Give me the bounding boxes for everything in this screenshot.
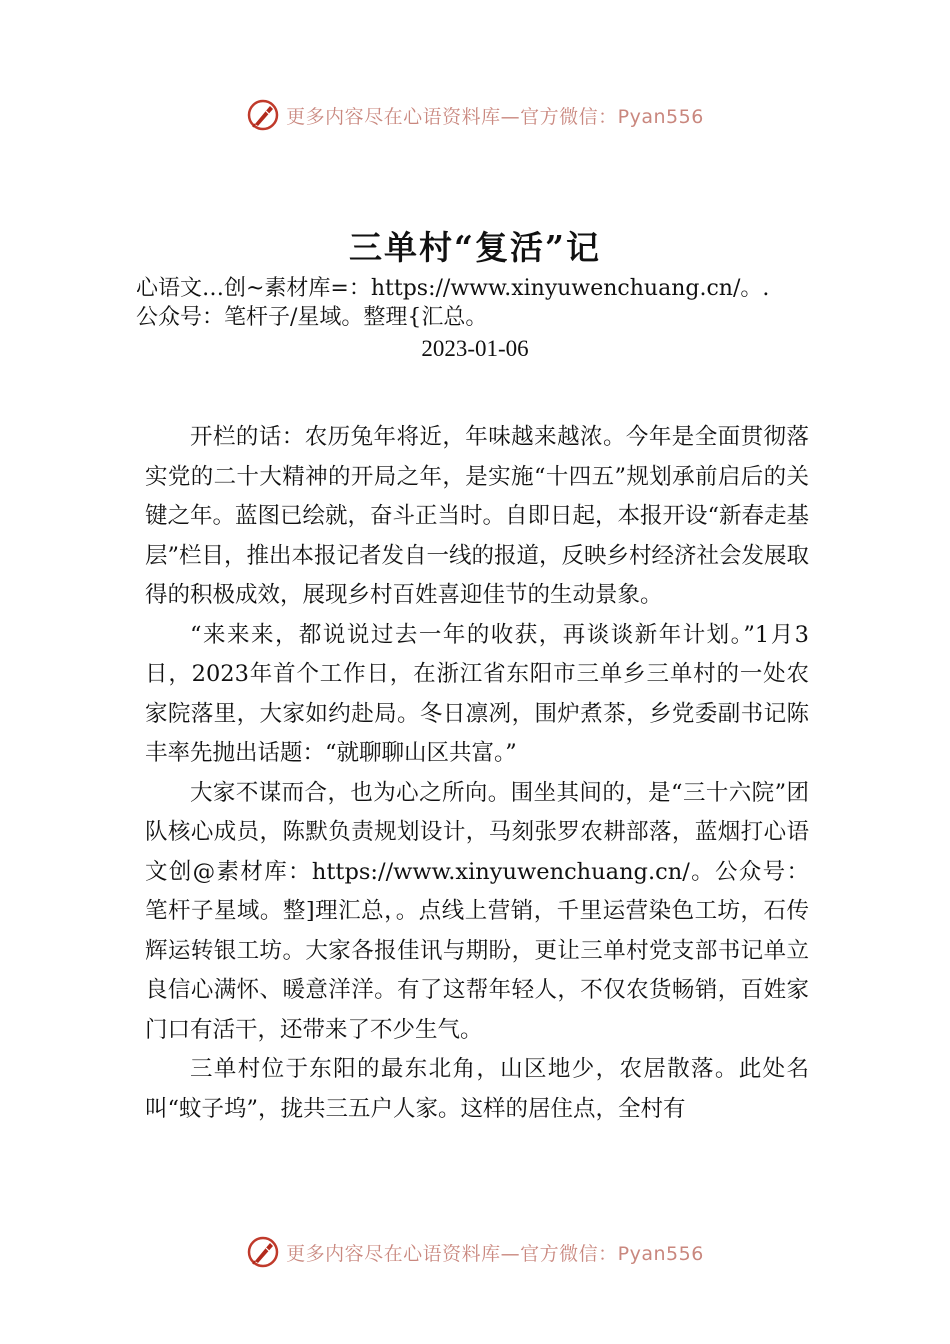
paragraph-2: “来来来，都说说过去一年的收获，再谈谈新年计划。”1月3日，2023年首个工作日，在浙江省东阳市三单乡三单村的一处农家院落里，大家如约赴局。冬日凛冽，围炉煮茶，乡党委副书记陈丰率先抛出话题：“就聊聊山区共富。” <box>145 621 809 766</box>
publish-date: 2023-01-06 <box>421 336 529 361</box>
paragraph-4: 三单村位于东阳的最东北角，山区地少，农居散落。此处名叫“蚊子坞”，拢共三五户人家。这样的居住点，全村有 <box>145 1056 809 1122</box>
banner-text: 更多内容尽在心语资料库—官方微信：Pyan556 <box>286 1242 704 1265</box>
banner-text: 更多内容尽在心语资料库—官方微信：Pyan556 <box>286 105 704 128</box>
feather-pen-icon <box>246 1235 280 1269</box>
footer-watermark-banner <box>0 1232 950 1272</box>
source-line-1: 心语文…创~素材库=：https://www.xinyuwenchuang.cn/。. <box>136 276 770 301</box>
paragraph-3: 大家不谋而合，也为心之所向。围坐其间的，是“三十六院”团队核心成员，陈默负责规划设计，马刻张罗农耕部落，蓝烟打心语文创@素材库：https://www.xinyuwenchuang.cn/。公众号：笔杆子星域。整]理汇总，。点线上营销，千里运营染色工坊，石传辉运转银工坊。大家各报佳讯与期盼，更让三单村党支部书记单立良信心满怀、暖意洋洋。有了这帮年轻人，不仅农货畅销，百姓家门口有活干，还带来了不少生气。 <box>145 779 809 1043</box>
feather-pen-icon <box>246 98 280 132</box>
source-line-2: 公众号：笔杆子/星域。整理{汇总。 <box>136 305 488 330</box>
article-body <box>145 418 809 1129</box>
header-watermark-banner <box>0 95 950 135</box>
article-title: 三单村“复活”记 <box>349 228 601 267</box>
paragraph-1: 开栏的话：农历兔年将近，年味越来越浓。今年是全面贯彻落实党的二十大精神的开局之年，是实施“十四五”规划承前启后的关键之年。蓝图已绘就，奋斗正当时。自即日起，本报开设“新春走基层”栏目，推出本报记者发自一线的报道，反映乡村经济社会发展取得的积极成效，展现乡村百姓喜迎佳节的生动景象。 <box>145 424 810 608</box>
